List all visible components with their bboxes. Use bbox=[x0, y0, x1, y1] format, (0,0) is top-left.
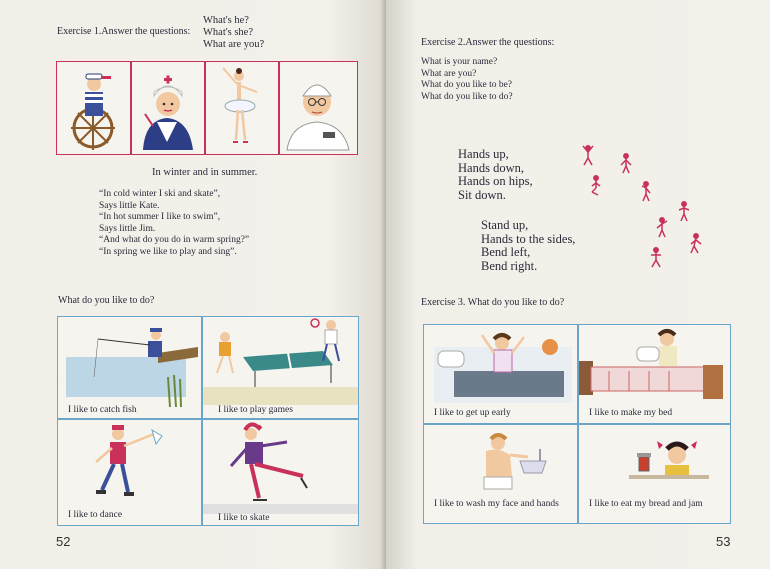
stick-figure bbox=[657, 218, 667, 237]
rhyme-line: Hands up, bbox=[458, 147, 509, 161]
doctor-illustration bbox=[279, 62, 357, 154]
rhyme-line: Hands down, bbox=[458, 160, 524, 175]
nurse-illustration bbox=[131, 62, 204, 154]
question-line: What's he? bbox=[203, 15, 249, 26]
stick-figure bbox=[679, 202, 689, 221]
activity-grid-left bbox=[57, 316, 359, 526]
stick-figure bbox=[651, 248, 661, 267]
exercise-stick-figures bbox=[576, 140, 716, 280]
caption-dance: I like to dance bbox=[68, 510, 123, 520]
fishing-illustration bbox=[58, 317, 201, 418]
poem-line: Says little Jim. bbox=[99, 223, 156, 234]
caption-get-up-early: I like to get up early bbox=[434, 408, 511, 418]
stick-figure bbox=[691, 234, 701, 253]
question-line: What are you? bbox=[203, 39, 265, 50]
exercise1-label: Exercise 1.Answer the questions: bbox=[57, 26, 191, 37]
exercise3-question: What do you like to do? bbox=[467, 297, 565, 308]
rhyme-line: Bend right. bbox=[481, 258, 538, 273]
question-line: What's she? bbox=[203, 27, 253, 38]
rhyme-line: Hands on hips, bbox=[458, 174, 533, 188]
skating-girl-illustration bbox=[203, 420, 358, 525]
poem-line: “In hot summer I like to swim”, bbox=[99, 212, 221, 222]
left-question: What do you like to do? bbox=[58, 295, 155, 306]
exercise1-questions bbox=[203, 15, 264, 51]
exercise3-label: Exercise 3. bbox=[421, 297, 466, 308]
page-number-left: 52 bbox=[56, 534, 71, 549]
caption-catch-fish: I like to catch fish bbox=[68, 405, 137, 415]
page-number-right: 53 bbox=[716, 534, 731, 549]
question-line: What do you like to do? bbox=[421, 91, 513, 102]
rhyme-line: Sit down. bbox=[458, 187, 506, 202]
caption-eat-bread: I like to eat my bread and jam bbox=[589, 499, 703, 509]
question-line: What are you? bbox=[421, 68, 477, 79]
profession-picture-strip bbox=[56, 61, 358, 155]
poem-line: “In cold winter I ski and skate”, bbox=[99, 189, 221, 199]
sailor-illustration bbox=[57, 62, 130, 154]
exercise2-questions bbox=[421, 57, 513, 103]
caption-make-bed: I like to make my bed bbox=[589, 408, 673, 418]
stick-figure bbox=[583, 146, 593, 165]
question-line: What do you like to be? bbox=[421, 80, 513, 90]
exercise2-label: Exercise 2.Answer the questions: bbox=[421, 37, 555, 48]
question-line: What is your name? bbox=[421, 57, 498, 67]
caption-wash-face: I like to wash my face and hands bbox=[434, 499, 559, 509]
caption-play-games: I like to play games bbox=[218, 405, 293, 415]
ballerina-illustration bbox=[205, 62, 278, 154]
caption-skate: I like to skate bbox=[218, 513, 270, 523]
rhyme-line: Bend left, bbox=[481, 245, 531, 259]
rhyme-one bbox=[458, 148, 533, 202]
stick-figure bbox=[592, 176, 600, 195]
rhyme-line: Hands to the sides, bbox=[481, 231, 576, 246]
stick-figure bbox=[642, 182, 650, 201]
poem-title: In winter and in summer. bbox=[152, 167, 258, 178]
rhyme-line: Stand up, bbox=[481, 218, 529, 232]
activity-grid-right bbox=[423, 324, 731, 524]
poem-line: “In spring we like to play and sing”. bbox=[99, 246, 237, 257]
poem-body bbox=[99, 189, 249, 258]
poem-line: “And what do you do in warm spring?” bbox=[99, 235, 250, 245]
table-tennis-illustration bbox=[203, 317, 358, 418]
rhyme-two bbox=[481, 219, 575, 273]
exercise3-heading bbox=[421, 297, 564, 309]
page-right bbox=[386, 0, 770, 569]
stick-figure bbox=[621, 154, 631, 173]
poem-line: Says little Kate. bbox=[99, 200, 160, 211]
